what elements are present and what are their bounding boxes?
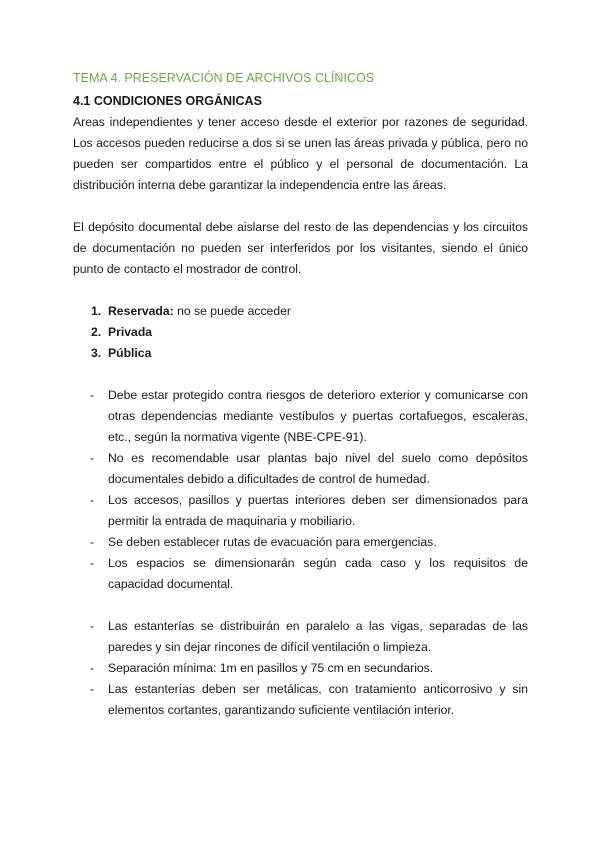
list-item: - Se deben establecer rutas de evacuación para emergencias. <box>90 535 437 549</box>
list-item: - Separación mínima: 1m en pasillos y 75 cm en secundarios. <box>90 661 434 675</box>
list-item: - Los espacios se dimensionarán según cada caso y los requisitos de capacidad documental. <box>90 556 528 591</box>
paragraph-deposito: El depósito documental debe aislarse del resto de las dependencias y los circuitos de documentación no pueden ser interferidos por los visitantes, siendo el único punto de contacto el mostrador de control. <box>73 220 528 276</box>
document-page <box>73 70 528 721</box>
list-item: - No es recomendable usar plantas bajo nivel del suelo como depósitos documentales debido a dificultades de control de humedad. <box>90 451 528 486</box>
requirements-list <box>73 385 528 595</box>
list-item: - Los accesos, pasillos y puertas interiores deben ser dimensionados para permitir la entrada de maquinaria y mobiliario. <box>90 493 528 528</box>
list-item: 2. Privada <box>91 325 153 339</box>
areas-list <box>73 301 528 364</box>
list-item: - Las estanterías se distribuirán en paralelo a las vigas, separadas de las paredes y sin dejar rincones de difícil ventilación o limpieza. <box>90 619 528 654</box>
list-item: 1. Reservada: no se puede acceder <box>91 304 291 318</box>
list-item: - Debe estar protegido contra riesgos de deterioro exterior y comunicarse con otras dependencias mediante vestíbulos y puertas cortafuegos, escaleras, etc., según la normativa vigente (NBE-CPE-91). <box>90 388 528 444</box>
paragraph-accesos: Areas independientes y tener acceso desde el exterior por razones de seguridad. Los accesos pueden reducirse a dos si se unen las áreas privada y pública, pero no pueden ser compartidos entre el público y el personal de documentación. La distribución interna debe garantizar la independencia entre las áreas. <box>73 115 528 192</box>
shelving-list <box>73 616 528 721</box>
section-heading: 4.1 CONDICIONES ORGÁNICAS <box>73 94 262 108</box>
page-title: TEMA 4. PRESERVACIÓN DE ARCHIVOS CLÍNICOS <box>73 71 375 85</box>
list-item: - Las estanterías deben ser metálicas, con tratamiento anticorrosivo y sin elementos cortantes, garantizando suficiente ventilación interior. <box>90 682 528 717</box>
list-item: 3. Pública <box>91 346 152 360</box>
